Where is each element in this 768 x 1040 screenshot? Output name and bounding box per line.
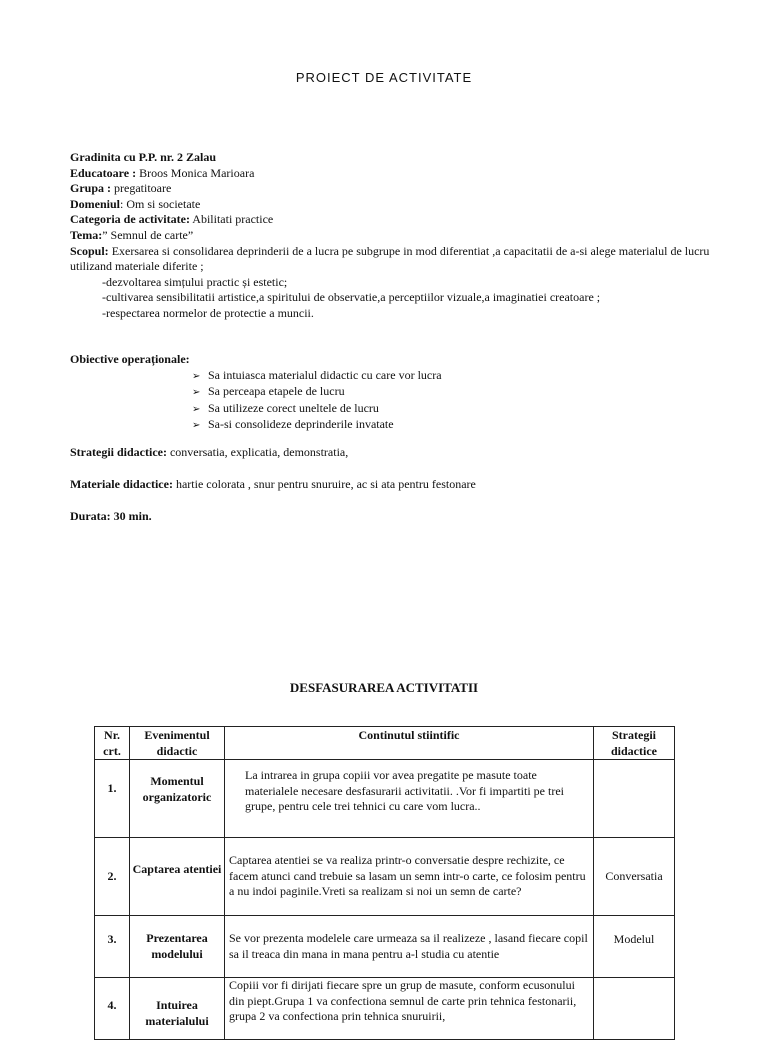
- row-nr: 1.: [95, 760, 130, 838]
- header-nr: Nr. crt.: [95, 727, 130, 760]
- row-eveniment: Captarea atentiei: [130, 838, 225, 916]
- educatoare-line: [70, 166, 710, 182]
- scopul-item: -respectarea normelor de protectie a muncii.: [102, 305, 314, 320]
- row-continut: Copiii vor fi dirijati fiecare spre un grup de masute, conform ecusonului din piept.Grupa 1 va confectiona semnul de carte prin tehnica festonarii, grupa 2 va confectiona prin tehnica snuruirii,: [225, 978, 594, 1040]
- scopul-paragraph: [70, 244, 710, 275]
- objectives-section: [70, 352, 710, 434]
- table-header-row: [95, 727, 675, 760]
- arrow-bullet-icon: ➢: [192, 387, 201, 399]
- table-row: [95, 978, 675, 1040]
- durata-line: [70, 509, 710, 525]
- row-nr: 3.: [95, 916, 130, 978]
- scopul-item: -cultivarea sensibilitatii artistice,a spiritului de observatie,a perceptiilor vizuale,a imaginatiei creatoare ;: [102, 290, 601, 305]
- tema-label: Tema:: [70, 227, 103, 242]
- educatoare-value: Broos Monica Marioara: [136, 165, 255, 180]
- table-row: [95, 838, 675, 916]
- row-nr: 4.: [95, 978, 130, 1040]
- arrow-bullet-icon: ➢: [192, 370, 201, 382]
- arrow-bullet-icon: ➢: [192, 403, 201, 415]
- domeniul-label: Domeniul: [70, 196, 121, 211]
- header-continut: Continutul stiintific: [225, 727, 594, 760]
- objectives-label: Obiective operaționale:: [70, 352, 190, 366]
- materiale-value: hartie colorata , snur pentru snuruire, ac si ata pentru festonare: [172, 477, 476, 491]
- activity-table: [94, 726, 675, 1040]
- domeniul-line: [70, 197, 710, 213]
- educatoare-label: Educatoare :: [70, 165, 137, 180]
- section-title: DESFASURAREA ACTIVITATII: [289, 680, 479, 695]
- scopul-value: Exersarea si consolidarea deprinderii de a lucra pe subgrupe in mod diferentiat ,a capacitatii de a-si alege materialul de lucru utilizand materiale diferite ;: [70, 243, 710, 274]
- row-continut: Se vor prezenta modelele care urmeaza sa il realizeze , lasand fiecare copil sa il treaca din mana in mana pentru a-l studia cu atentie: [225, 916, 594, 978]
- arrow-bullet-icon: ➢: [192, 420, 201, 432]
- grupa-value: pregatitoare: [111, 181, 172, 196]
- domeniul-value: : Om si societate: [120, 196, 201, 211]
- objectives-list: [70, 368, 710, 434]
- row-eveniment: Momentul organizatoric: [130, 760, 225, 838]
- row-eveniment: Intuirea materialului: [130, 978, 225, 1040]
- header-eveniment: Evenimentul didactic: [130, 727, 225, 760]
- table-row: [95, 916, 675, 978]
- materiale-line: [70, 477, 710, 493]
- materiale-label: Materiale didactice:: [70, 477, 173, 491]
- row-strategie: [594, 978, 675, 1040]
- activity-info: [70, 150, 710, 322]
- grupa-line: [70, 181, 710, 197]
- header-strategii: Strategii didactice: [594, 727, 675, 760]
- row-nr: 2.: [95, 838, 130, 916]
- objective-item: ➢ Sa perceapa etapele de lucru: [192, 384, 710, 401]
- row-continut: Captarea atentiei se va realiza printr-o conversatie despre rechizite, ce facem atunci cand trebuie sa lasam un semn intr-o carte, ce folosim pentru a nu indoi paginile.Vreti sa realizam si noi un semn de carte?: [225, 838, 594, 916]
- objective-item: ➢ Sa utilizeze corect uneltele de lucru: [192, 401, 710, 418]
- gradinita-line: [70, 150, 710, 166]
- table-row: [95, 760, 675, 838]
- row-eveniment: Prezentarea modelului: [130, 916, 225, 978]
- categoria-value: Abilitati practice: [189, 212, 274, 227]
- categoria-line: [70, 212, 710, 228]
- document-title: PROIECT DE ACTIVITATE: [295, 70, 473, 85]
- categoria-label: Categoria de activitate:: [70, 212, 190, 227]
- gradinita-label: Gradinita cu P.P. nr. 2 Zalau: [70, 150, 217, 164]
- tema-value: ” Semnul de carte”: [102, 227, 194, 242]
- row-strategie: Modelul: [594, 916, 675, 978]
- row-strategie: [594, 760, 675, 838]
- strategii-value: conversatia, explicatia, demonstratia,: [166, 445, 349, 459]
- row-strategie: Conversatia: [594, 838, 675, 916]
- strategii-line: [70, 445, 710, 461]
- tema-line: [70, 228, 710, 244]
- row-continut: La intrarea in grupa copiii vor avea pregatite pe masute toate materialele necesare desfasurarii activitatii. .Vor fi impartiti pe trei grupe, pentru cele trei tehnici cu care vom lucra..: [225, 760, 594, 838]
- scopul-item: -dezvoltarea simțului practic și estetic;: [102, 274, 288, 289]
- grupa-label: Grupa :: [70, 181, 112, 196]
- durata-label: Durata: 30 min.: [70, 509, 152, 523]
- objective-item: ➢ Sa intuiasca materialul didactic cu care vor lucra: [192, 368, 710, 385]
- objective-item: ➢ Sa-si consolideze deprinderile invatate: [192, 417, 710, 434]
- scopul-label: Scopul:: [70, 243, 109, 258]
- strategii-label: Strategii didactice:: [70, 445, 167, 459]
